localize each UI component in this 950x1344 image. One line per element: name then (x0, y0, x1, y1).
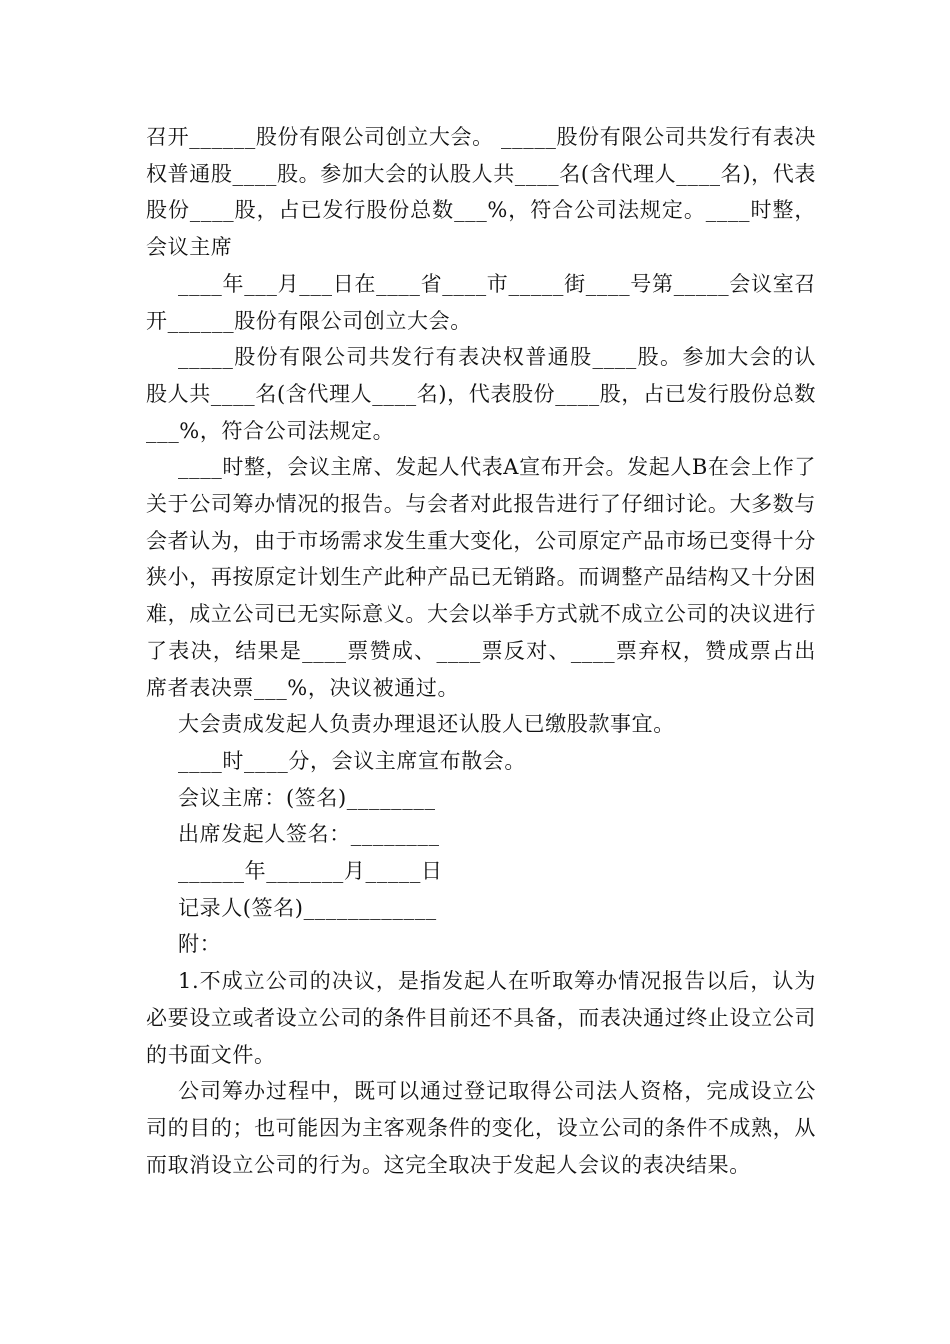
paragraph-meeting-proceedings: ____时整，会议主席、发起人代表A宣布开会。发起人B在会上作了关于公司筹办情况的报告。与会者对此报告进行了仔细讨论。大多数与会者认为，由于市场需求发生重大变化，公司原定产品市场已变得十分狭小，再按原定计划生产此种产品已无销路。而调整产品结构又十分困难，成立公司已无实际意义。大会以举手方式就不成立公司的决议进行了表决，结果是____票赞成、____票反对、____票弃权，赞成票占出席者表决票___%，决议被通过。 (146, 455, 816, 700)
signature-sponsors: 出席发起人签名：________ (178, 822, 440, 847)
paragraph-shares-attendance: _____股份有限公司共发行有表决权普通股____股。参加大会的认股人共____名(含代理人____名)，代表股份____股，占已发行股份总数___%，符合公司法规定。 (146, 345, 816, 443)
paragraph-meeting-date-place: ____年___月___日在____省____市_____街____号第_____会议室召开______股份有限公司创立大会。 (146, 271, 816, 333)
appendix-item-definition: 1.不成立公司的决议，是指发起人在听取筹办情况报告以后，认为必要设立或者设立公司的条件目前还不具备，而表决通过终止设立公司的书面文件。 (146, 969, 816, 1067)
signature-date: ______年_______月_____日 (178, 859, 443, 884)
paragraph-meeting-close: ____时____分，会议主席宣布散会。 (178, 748, 526, 773)
document-body (146, 119, 816, 1183)
appendix-label: 附： (178, 932, 222, 957)
signature-chair: 会议主席：(签名)________ (178, 785, 436, 810)
paragraph-meeting-intro: 召开______股份有限公司创立大会。 _____股份有限公司共发行有表决权普通股____股。参加大会的认股人共____名(含代理人____名)，代表股份____股，占已发行股份总数___%，符合公司法规定。____时整，会议主席 (146, 125, 816, 260)
paragraph-refund-resolution: 大会责成发起人负责办理退还认股人已缴股款事宜。 (178, 712, 675, 737)
appendix-item-explanation: 公司筹办过程中，既可以通过登记取得公司法人资格，完成设立公司的目的；也可能因为主客观条件的变化，设立公司的条件不成熟，从而取消设立公司的行为。这完全取决于发起人会议的表决结果。 (146, 1079, 816, 1177)
signature-recorder: 记录人(签名)____________ (178, 895, 437, 920)
